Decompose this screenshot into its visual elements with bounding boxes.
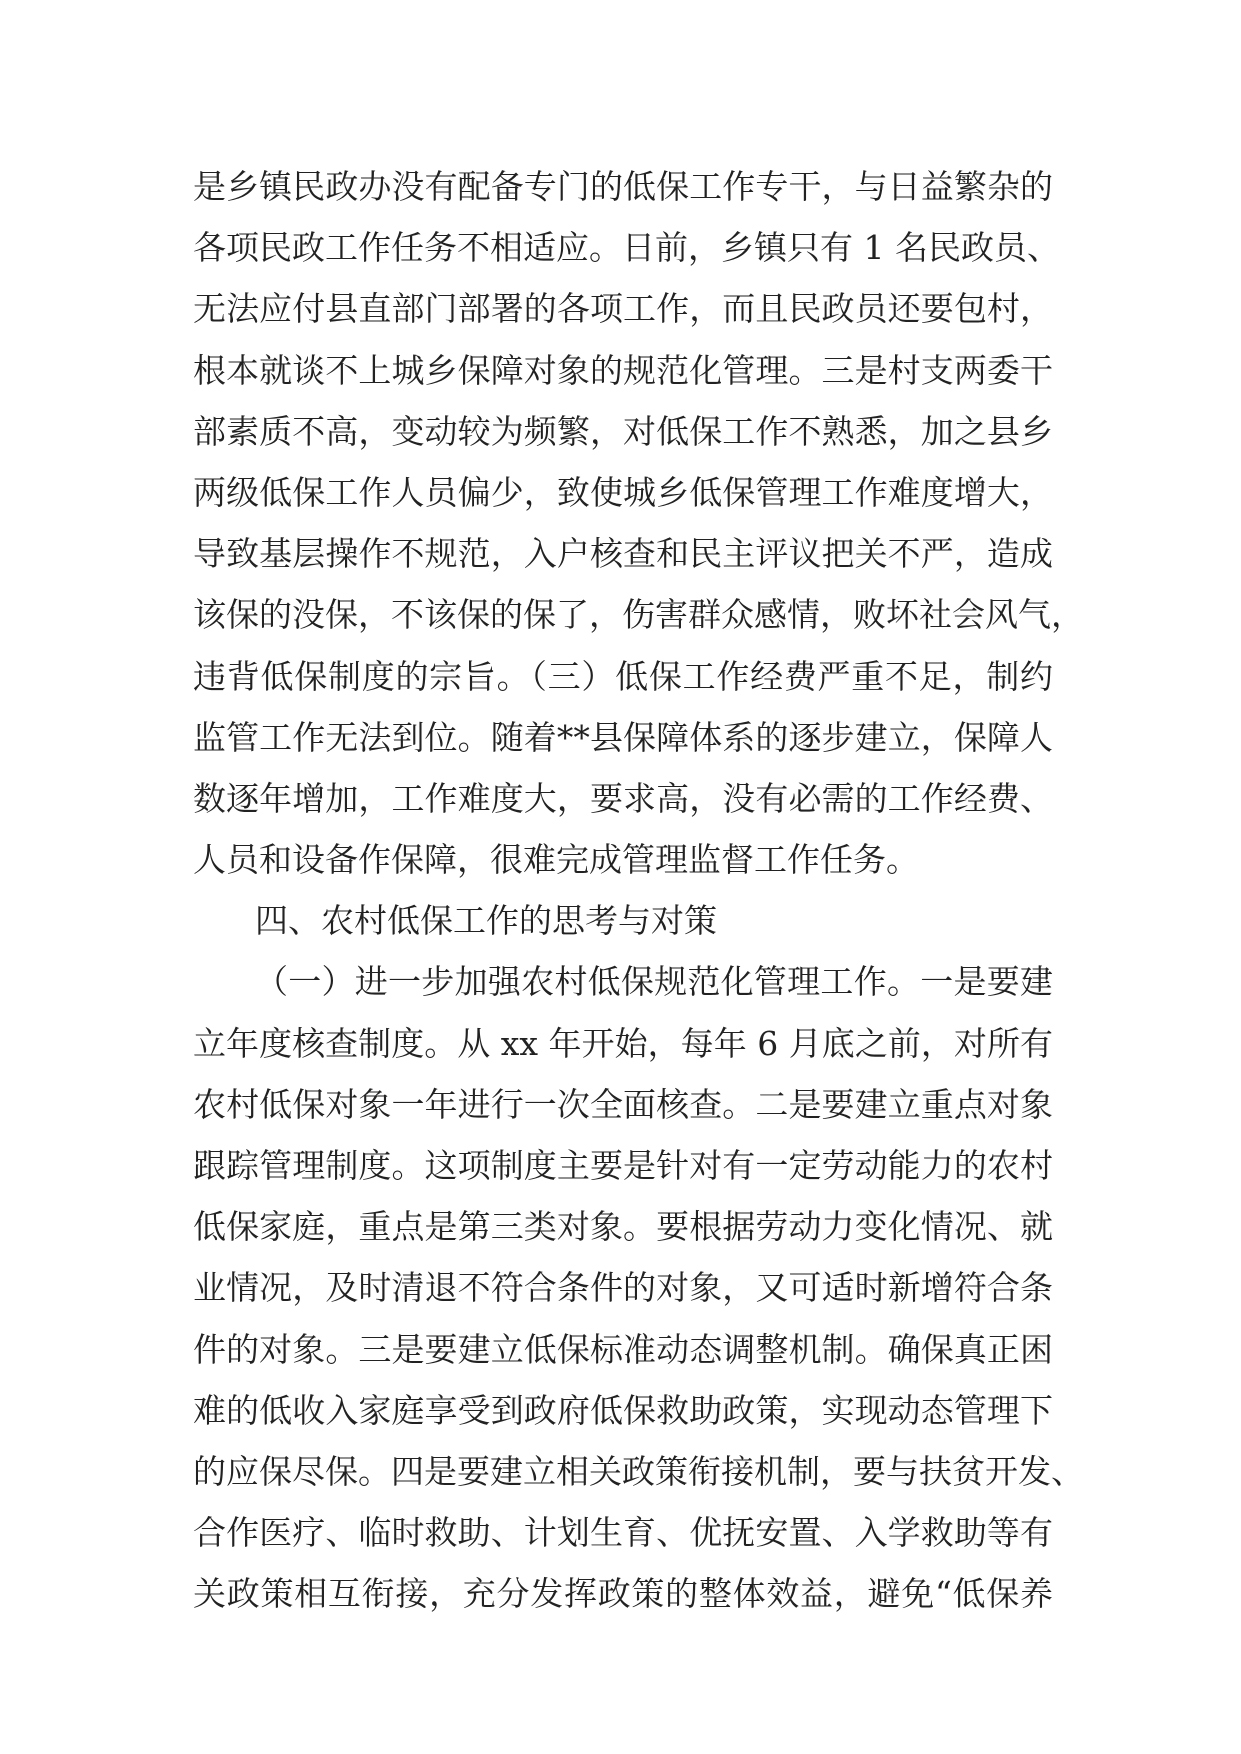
text-line: 部素质不高，变动较为频繁，对低保工作不熟悉，加之县乡 <box>193 411 1053 451</box>
text-line: 难的低收入家庭享受到政府低保救助政策，实现动态管理下 <box>193 1390 1053 1430</box>
text-line: 件的对象。三是要建立低保标准动态调整机制。确保真正困 <box>193 1329 1053 1369</box>
text-line: 的应保尽保。四是要建立相关政策衔接机制，要与扶贫开发、 <box>193 1451 1084 1491</box>
text-line: 监管工作无法到位。随着**县保障体系的逐步建立，保障人 <box>193 717 1053 757</box>
text-line: 两级低保工作人员偏少，致使城乡低保管理工作难度增大， <box>193 472 1053 512</box>
text-line: 各项民政工作任务不相适应。日前，乡镇只有 1 名民政员、 <box>193 228 1060 268</box>
text-line: 根本就谈不上城乡保障对象的规范化管理。三是村支两委干 <box>193 350 1053 390</box>
text-line: 低保家庭，重点是第三类对象。要根据劳动力变化情况、就 <box>193 1207 1053 1247</box>
text-line: 人员和设备作保障，很难完成管理监督工作任务。 <box>193 840 919 880</box>
text-line: 跟踪管理制度。这项制度主要是针对有一定劳动能力的农村 <box>193 1146 1053 1185</box>
text-line: 数逐年增加，工作难度大，要求高，没有必需的工作经费、 <box>193 778 1053 818</box>
text-line: 是乡镇民政办没有配备专门的低保工作专干，与日益繁杂的 <box>193 167 1053 206</box>
text-line: 农村低保对象一年进行一次全面核查。二是要建立重点对象 <box>193 1084 1053 1124</box>
text-line: 立年度核查制度。从 xx 年开始，每年 6 月底之前，对所有 <box>193 1023 1053 1063</box>
body-text <box>193 156 1084 1625</box>
text-line: （一）进一步加强农村低保规范化管理工作。一是要建 <box>255 962 1053 1002</box>
text-line: 导致基层操作不规范，入户核查和民主评议把关不严，造成 <box>193 534 1053 574</box>
text-line: 业情况，及时清退不符合条件的对象，又可适时新增符合条 <box>193 1268 1053 1308</box>
text-line: 该保的没保，不该保的保了，伤害群众感情，败坏社会风气， <box>193 595 1084 635</box>
text-line: 关政策相互衔接，充分发挥政策的整体效益，避免“低保养 <box>193 1574 1053 1614</box>
section-heading: 四、农村低保工作的思考与对策 <box>255 901 717 941</box>
text-line: 无法应付县直部门部署的各项工作，而且民政员还要包村， <box>193 289 1053 329</box>
text-line: 违背低保制度的宗旨。（三）低保工作经费严重不足，制约 <box>193 656 1053 696</box>
text-line: 合作医疗、临时救助、计划生育、优抚安置、入学救助等有 <box>193 1513 1053 1553</box>
